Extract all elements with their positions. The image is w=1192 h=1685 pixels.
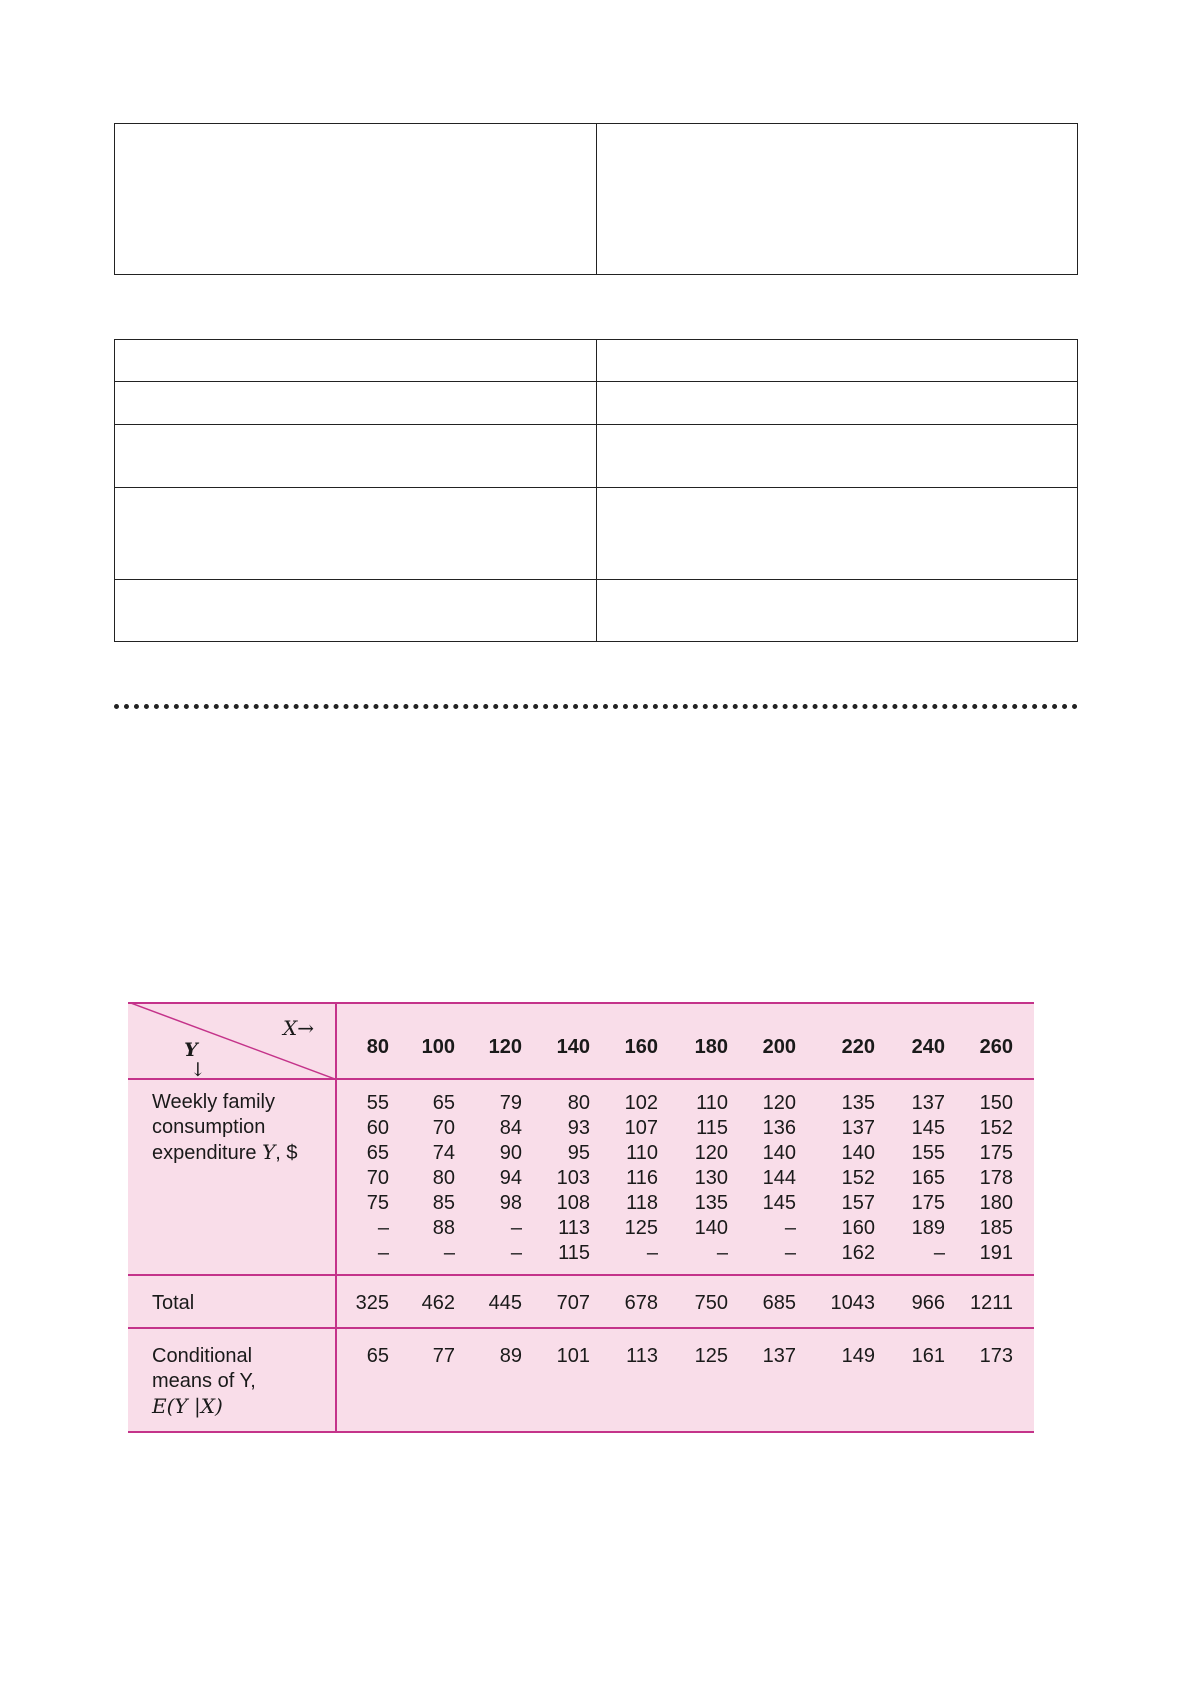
table-cell: –	[377, 1242, 389, 1264]
row-label-line	[152, 1140, 298, 1166]
down-arrow-icon: ↓	[190, 1059, 206, 1081]
table-cell: 85	[432, 1192, 455, 1214]
table-cell: 90	[499, 1142, 522, 1164]
table-cell: 175	[979, 1142, 1013, 1164]
column-header-x: 200	[762, 1036, 796, 1058]
empty-cell	[596, 425, 1078, 488]
empty-cell	[115, 382, 597, 425]
table-cell: 135	[841, 1092, 875, 1114]
conditional-mean-cell: 173	[979, 1345, 1013, 1367]
table-cell: 130	[694, 1167, 728, 1189]
table-cell: 145	[762, 1192, 796, 1214]
row-label-line	[152, 1394, 256, 1420]
table-cell: 88	[432, 1217, 455, 1239]
total-cell: 750	[694, 1292, 728, 1314]
table-cell: 55	[366, 1092, 389, 1114]
expenditure-column	[980, 1091, 1013, 1266]
empty-cell	[115, 488, 597, 580]
row-label-line: means of Y,	[152, 1370, 256, 1392]
row-label-line: Conditional	[152, 1345, 253, 1367]
table-cell: 185	[979, 1217, 1013, 1239]
table-cell: 103	[556, 1167, 590, 1189]
column-header-x: 160	[624, 1036, 658, 1058]
table-cell: 165	[911, 1167, 945, 1189]
table-cell: 140	[694, 1217, 728, 1239]
table-cell: 102	[624, 1092, 658, 1114]
y-axis-label	[176, 1040, 206, 1080]
total-cell: 462	[421, 1292, 455, 1314]
expenditure-column	[367, 1091, 389, 1266]
table-cell: –	[784, 1217, 796, 1239]
conditional-mean-cell: 101	[556, 1345, 590, 1367]
table-cell: 152	[979, 1117, 1013, 1139]
rule-means	[128, 1327, 1034, 1329]
table-cell: 84	[499, 1117, 522, 1139]
table-cell: 79	[499, 1092, 522, 1114]
empty-table-middle	[114, 339, 1078, 642]
column-header-x: 100	[421, 1036, 455, 1058]
row-label-text: expenditure Y, $	[152, 1140, 298, 1164]
empty-table-top	[114, 123, 1078, 275]
diagonal-rule	[128, 1002, 335, 1079]
table-cell: –	[784, 1242, 796, 1264]
empty-cell	[115, 124, 597, 275]
table-cell: 152	[841, 1167, 875, 1189]
rule-stub	[335, 1002, 337, 1433]
table-cell: –	[646, 1242, 658, 1264]
row-label-total: Total	[152, 1292, 195, 1314]
empty-cell	[115, 425, 597, 488]
table-cell: 145	[911, 1117, 945, 1139]
rule-bottom	[128, 1431, 1034, 1433]
table-cell: 70	[366, 1167, 389, 1189]
table-cell: 135	[694, 1192, 728, 1214]
table-cell: 110	[696, 1092, 728, 1114]
table-cell: 107	[624, 1117, 658, 1139]
table-cell: 189	[911, 1217, 945, 1239]
column-header-x: 120	[488, 1036, 522, 1058]
conditional-mean-cell: 113	[626, 1345, 658, 1367]
table-cell: –	[933, 1242, 945, 1264]
column-header-x: 240	[911, 1036, 945, 1058]
table-cell: 157	[841, 1192, 875, 1214]
empty-cell	[596, 124, 1078, 275]
table-cell: 75	[366, 1192, 389, 1214]
expenditure-column	[842, 1091, 875, 1266]
row-label-line: consumption	[152, 1116, 266, 1138]
rule-total	[128, 1274, 1034, 1276]
table-cell: 115	[696, 1117, 728, 1139]
table-cell: 178	[979, 1167, 1013, 1189]
table-cell: 94	[499, 1167, 522, 1189]
empty-cell	[596, 382, 1078, 425]
table-cell: 136	[762, 1117, 796, 1139]
column-header-x: 180	[694, 1036, 728, 1058]
total-cell: 1211	[969, 1292, 1013, 1314]
table-cell: 191	[979, 1242, 1013, 1264]
table-cell: 113	[558, 1217, 590, 1239]
conditional-mean-cell: 149	[841, 1345, 875, 1367]
conditional-mean-formula: E(Y |X)	[152, 1394, 223, 1418]
column-header-x: 220	[841, 1036, 875, 1058]
table-cell: –	[443, 1242, 455, 1264]
empty-cell	[596, 340, 1078, 382]
x-axis-label: X→	[283, 1016, 314, 1040]
table-cell: 110	[626, 1142, 658, 1164]
conditional-mean-cell: 137	[762, 1345, 796, 1367]
table-cell: 162	[841, 1242, 875, 1264]
table-cell: 93	[567, 1117, 590, 1139]
table-cell: 180	[979, 1192, 1013, 1214]
expenditure-column	[763, 1091, 796, 1266]
table-cell: 65	[366, 1142, 389, 1164]
table-cell: 120	[694, 1142, 728, 1164]
column-header-x: 140	[556, 1036, 590, 1058]
empty-cell	[596, 488, 1078, 580]
total-cell: 325	[355, 1292, 389, 1314]
expenditure-column	[500, 1091, 522, 1266]
consumption-table	[128, 1002, 1034, 1433]
total-cell: 707	[556, 1292, 590, 1314]
table-cell: 175	[911, 1192, 945, 1214]
row-label-line: Weekly family	[152, 1091, 275, 1113]
table-cell: 140	[762, 1142, 796, 1164]
table-cell: –	[377, 1217, 389, 1239]
table-cell: 137	[841, 1117, 875, 1139]
table-cell: 150	[979, 1092, 1013, 1114]
expenditure-column	[695, 1091, 728, 1266]
row-label-weekly	[152, 1090, 298, 1166]
table-cell: 95	[567, 1142, 590, 1164]
empty-cell	[115, 580, 597, 642]
table-cell: 144	[762, 1167, 796, 1189]
table-cell: 74	[432, 1142, 455, 1164]
dotted-divider	[114, 704, 1078, 709]
conditional-mean-cell: 77	[432, 1345, 455, 1367]
table-cell: 120	[762, 1092, 796, 1114]
table-cell: 116	[626, 1167, 658, 1189]
total-cell: 678	[624, 1292, 658, 1314]
table-cell: 118	[626, 1192, 658, 1214]
table-cell: 155	[911, 1142, 945, 1164]
column-header-x: 80	[366, 1036, 389, 1058]
expenditure-column	[557, 1091, 590, 1266]
expenditure-column	[912, 1091, 945, 1266]
column-header-x: 260	[979, 1036, 1013, 1058]
total-cell: 445	[488, 1292, 522, 1314]
conditional-mean-cell: 89	[499, 1345, 522, 1367]
table-cell: 115	[558, 1242, 590, 1264]
expenditure-column	[433, 1091, 455, 1266]
conditional-mean-cell: 125	[694, 1345, 728, 1367]
table-cell: 125	[624, 1217, 658, 1239]
conditional-mean-cell: 161	[911, 1345, 945, 1367]
table-cell: 65	[432, 1092, 455, 1114]
table-cell: 98	[499, 1192, 522, 1214]
table-cell: 140	[841, 1142, 875, 1164]
conditional-mean-cell: 65	[366, 1345, 389, 1367]
table-cell: 60	[366, 1117, 389, 1139]
empty-cell	[596, 580, 1078, 642]
table-cell: 70	[432, 1117, 455, 1139]
total-cell: 1043	[830, 1292, 875, 1314]
table-cell: –	[510, 1217, 522, 1239]
y-label: Y	[184, 1039, 198, 1061]
table-cell: 80	[432, 1167, 455, 1189]
table-cell: 137	[911, 1092, 945, 1114]
table-cell: –	[716, 1242, 728, 1264]
expenditure-column	[625, 1091, 658, 1266]
total-cell: 966	[911, 1292, 945, 1314]
table-cell: 160	[841, 1217, 875, 1239]
table-cell: –	[510, 1242, 522, 1264]
row-label-means	[152, 1344, 256, 1420]
table-cell: 80	[567, 1092, 590, 1114]
table-cell: 108	[556, 1192, 590, 1214]
total-cell: 685	[762, 1292, 796, 1314]
empty-cell	[115, 340, 597, 382]
